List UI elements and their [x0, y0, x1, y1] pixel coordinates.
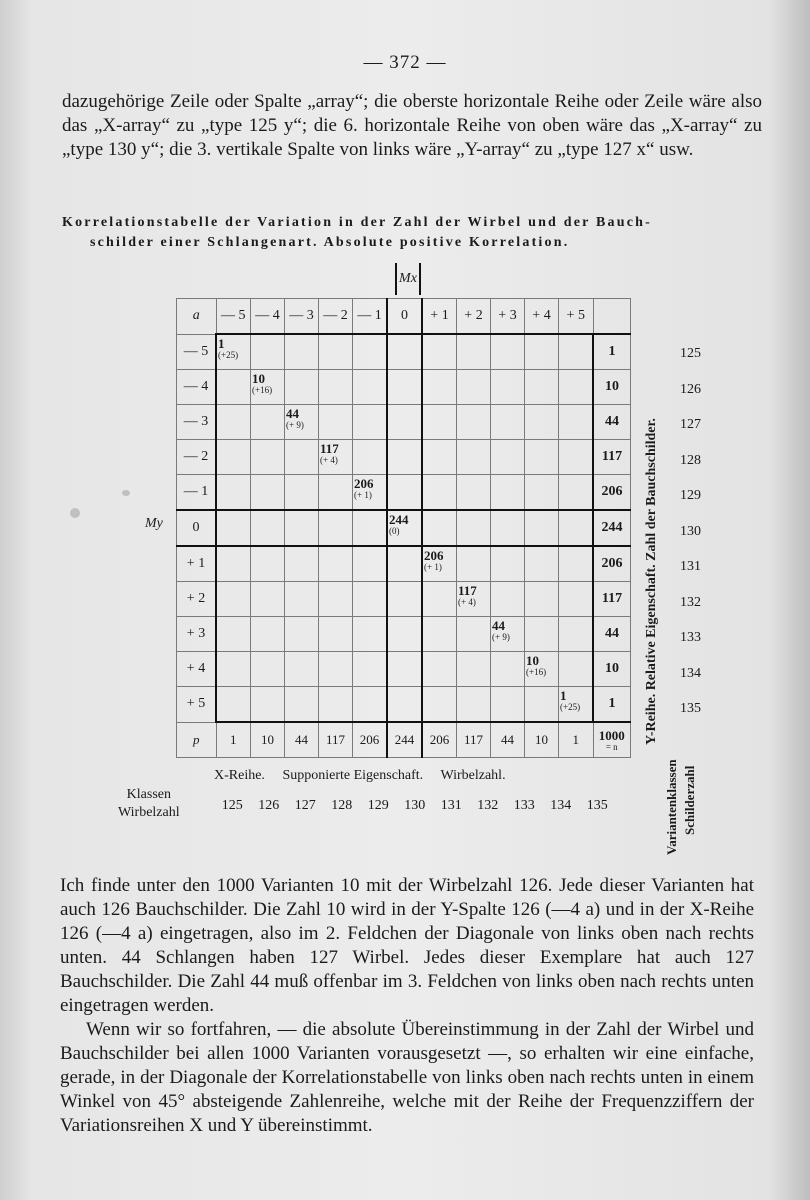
intro-paragraph	[62, 90, 762, 162]
diagonal-product: (+ 1)	[424, 562, 442, 572]
table-cell	[491, 582, 525, 617]
diagonal-frequency: 117	[458, 583, 477, 598]
diagonal-frequency: 244	[389, 512, 409, 527]
body-text-1: Ich finde unter den 1000 Varianten 10 mit der Wirbelzahl 126. Jede dieser Varianten hat auch 126 Bauchschilder. Die Zahl 10 wird in der Y-Spalte 126 (—4 a) und in der X-Reihe 126 (—4 a) eingetragen, also im 2. Feldchen der Diagonale von links oben nach rechts unten. 44 Schlangen haben 127 Wirbel. Jedes dieser Exemplare hat auch 127 Bauchschilder. Die Zahl 44 muß offenbar im 3. Feldchen von links oben nach rechts unten eingetragen werden.	[60, 875, 754, 1016]
row-header: — 5	[177, 334, 217, 370]
table-cell	[285, 440, 319, 475]
table-cell	[319, 475, 353, 511]
table-row	[177, 370, 631, 405]
column-total: 10	[525, 722, 559, 758]
klassen-label	[118, 786, 180, 822]
table-cell	[491, 510, 525, 546]
table-row	[177, 652, 631, 687]
right-class-number: 127	[680, 417, 701, 432]
diagonal-frequency: 117	[320, 441, 339, 456]
table-cell	[387, 334, 422, 370]
grand-total-note: = n	[605, 741, 618, 752]
table-cell	[353, 405, 388, 440]
row-header: + 5	[177, 687, 217, 723]
row-header: 0	[177, 510, 217, 546]
y-reihe-label: Y-Reihe. Relative Eigenschaft. Zahl der Bauchschilder.	[644, 418, 659, 745]
diagonal-cell-content	[252, 372, 272, 395]
varianten-klassen-label: Variantenklassen	[664, 759, 679, 855]
table-row	[177, 475, 631, 511]
table-cell	[457, 370, 491, 405]
column-total: 44	[285, 722, 319, 758]
table-cell	[457, 475, 491, 511]
table-cell	[457, 582, 491, 617]
column-total: 117	[457, 722, 491, 758]
table-row	[177, 617, 631, 652]
diagonal-frequency: 10	[252, 371, 265, 386]
table-cell	[319, 440, 353, 475]
table-cell	[387, 652, 422, 687]
body-paragraph-2	[60, 1018, 754, 1138]
table-cell	[387, 405, 422, 440]
row-total: 10	[593, 652, 631, 687]
diagonal-product: (+16)	[526, 667, 547, 677]
row-header: — 3	[177, 405, 217, 440]
row-header: + 1	[177, 546, 217, 582]
table-cell	[387, 546, 422, 582]
table-cell	[457, 510, 491, 546]
table-cell	[285, 510, 319, 546]
diagonal-cell-content	[560, 689, 580, 712]
table-cell	[387, 475, 422, 511]
table-cell	[285, 405, 319, 440]
table-cell	[251, 687, 285, 723]
column-header: — 5	[216, 299, 251, 335]
table-cell	[525, 546, 559, 582]
diagonal-cell-content	[389, 513, 409, 536]
table-cell	[251, 440, 285, 475]
my-label: My	[145, 516, 163, 531]
table-cell	[491, 370, 525, 405]
right-class-number: 135	[680, 701, 701, 716]
supponierte-label: Supponierte Eigenschaft.	[282, 768, 424, 783]
column-header: + 3	[491, 299, 525, 335]
table-cell	[559, 546, 594, 582]
grand-total-value: 1000	[598, 727, 625, 743]
diagonal-product: (+ 4)	[458, 597, 476, 607]
table-cell	[251, 617, 285, 652]
table-cell	[559, 617, 594, 652]
table-cell	[319, 582, 353, 617]
table-cell	[285, 617, 319, 652]
grand-total	[593, 722, 631, 758]
table-cell	[457, 440, 491, 475]
x-reihe-label: X-Reihe.	[214, 768, 265, 783]
print-smudge	[122, 490, 130, 496]
caption-line-2: schilder einer Schlangenart. Absolute positive Korrelation.	[90, 235, 570, 250]
diagonal-product: (+25)	[218, 350, 239, 360]
table-cell	[251, 546, 285, 582]
row-total: 44	[593, 405, 631, 440]
table-row	[177, 546, 631, 582]
table-cell	[491, 405, 525, 440]
bottom-class-numbers	[214, 798, 616, 814]
table-cell	[251, 475, 285, 511]
diagonal-product: (+ 9)	[492, 632, 510, 642]
table-cell	[387, 510, 422, 546]
column-total: 206	[353, 722, 388, 758]
column-total: 44	[491, 722, 525, 758]
table-cell	[491, 334, 525, 370]
table-cell	[457, 546, 491, 582]
table-cell	[216, 370, 251, 405]
intro-text: dazugehörige Zeile oder Spalte „array“; die oberste horizontale Reihe oder Zeile wäre also das „X-array“ zu „type 125 y“; die 6. horizontale Reihe von oben wäre das „X-array“ zu „type 130 y“; die 3. vertikale Spalte von links wäre „Y-array“ zu „type 127 x“ usw.	[62, 91, 762, 160]
table-cell	[387, 582, 422, 617]
row-header: — 4	[177, 370, 217, 405]
wirbelzahl-word: Wirbelzahl	[118, 805, 180, 820]
right-class-numbers	[680, 344, 701, 735]
print-smudge	[70, 508, 80, 518]
bottom-class-number: 134	[550, 798, 572, 813]
column-header: 0	[387, 299, 422, 335]
table-cell	[353, 440, 388, 475]
table-cell	[319, 370, 353, 405]
table-cell	[525, 652, 559, 687]
right-class-number: 134	[680, 665, 701, 681]
table-cell	[353, 652, 388, 687]
table-cell	[216, 687, 251, 723]
column-header: — 4	[251, 299, 285, 335]
table-cell	[216, 582, 251, 617]
diagonal-product: (+ 1)	[354, 490, 372, 500]
table-cell	[319, 546, 353, 582]
table-cell	[319, 405, 353, 440]
table-cell	[422, 440, 457, 475]
row-header: + 4	[177, 652, 217, 687]
table-cell	[457, 617, 491, 652]
diagonal-product: (+16)	[252, 385, 273, 395]
row-total: 244	[593, 510, 631, 546]
table-cell	[251, 510, 285, 546]
table-row	[177, 510, 631, 546]
row-total: 117	[593, 440, 631, 475]
table-cell	[251, 582, 285, 617]
table-cell	[525, 440, 559, 475]
table-cell	[285, 652, 319, 687]
table-cell	[422, 652, 457, 687]
table-cell	[525, 475, 559, 511]
diagonal-frequency: 206	[354, 476, 374, 491]
diagonal-cell-content	[218, 337, 238, 360]
table-cell	[285, 334, 319, 370]
right-class-number: 126	[680, 381, 701, 397]
table-cell	[525, 510, 559, 546]
bottom-class-number: 131	[440, 798, 462, 813]
table-cell	[353, 370, 388, 405]
row-total: 10	[593, 370, 631, 405]
x-axis-label	[214, 768, 520, 784]
diagonal-frequency: 206	[424, 548, 444, 563]
table-cell	[353, 546, 388, 582]
column-total: 10	[251, 722, 285, 758]
table-row	[177, 582, 631, 617]
right-class-number: 125	[680, 346, 701, 361]
table-cell	[353, 687, 388, 723]
table-cell	[387, 370, 422, 405]
table-cell	[251, 405, 285, 440]
row-total: 206	[593, 546, 631, 582]
table-cell	[525, 334, 559, 370]
table-row	[177, 687, 631, 723]
bottom-class-number: 127	[294, 798, 316, 813]
correlation-table	[176, 298, 631, 758]
bottom-class-number: 126	[258, 798, 280, 813]
table-cell	[491, 546, 525, 582]
table-cell	[491, 475, 525, 511]
table-cell	[353, 510, 388, 546]
column-total: 206	[422, 722, 457, 758]
table-row	[177, 405, 631, 440]
column-header: — 2	[319, 299, 353, 335]
table-cell	[457, 405, 491, 440]
table-cell	[559, 652, 594, 687]
schilderzahl-label: Schilderzahl	[682, 765, 697, 835]
table-cell	[285, 546, 319, 582]
table-cell	[387, 617, 422, 652]
table-cell	[319, 652, 353, 687]
diagonal-product: (+25)	[560, 702, 581, 712]
table-cell	[457, 334, 491, 370]
table-cell	[491, 440, 525, 475]
column-header: + 2	[457, 299, 491, 335]
right-class-number: 133	[680, 630, 701, 645]
diagonal-frequency: 1	[218, 336, 225, 351]
table-cell	[422, 687, 457, 723]
table-row	[177, 440, 631, 475]
diagonal-cell-content	[286, 407, 304, 430]
row-header: + 3	[177, 617, 217, 652]
table-cell	[216, 475, 251, 511]
table-cell	[285, 475, 319, 511]
table-cell	[422, 546, 457, 582]
right-class-number: 130	[680, 523, 701, 539]
table-cell	[525, 582, 559, 617]
table-cell	[216, 546, 251, 582]
column-total: 1	[216, 722, 251, 758]
table-cell	[353, 475, 388, 511]
table-cell	[251, 370, 285, 405]
bottom-class-number: 129	[367, 798, 389, 813]
mx-label: Mx	[395, 263, 421, 295]
column-total: 1	[559, 722, 594, 758]
header-blank	[593, 299, 631, 335]
table-cell	[251, 652, 285, 687]
table-cell	[422, 582, 457, 617]
diagonal-cell-content	[424, 549, 444, 572]
table-cell	[559, 475, 594, 511]
table-cell	[422, 617, 457, 652]
table-cell	[457, 687, 491, 723]
table-cell	[285, 687, 319, 723]
table-cell	[525, 370, 559, 405]
table-cell	[353, 582, 388, 617]
row-header: — 1	[177, 475, 217, 511]
diagonal-frequency: 44	[492, 618, 505, 633]
table-cell	[491, 687, 525, 723]
column-total: 117	[319, 722, 353, 758]
header-row	[177, 299, 631, 335]
column-total-row	[177, 722, 631, 758]
column-header: — 1	[353, 299, 388, 335]
table-cell	[559, 334, 594, 370]
table-cell	[353, 617, 388, 652]
diagonal-frequency: 10	[526, 653, 539, 668]
caption-line-1: Korrelationstabelle der Variation in der Zahl der Wirbel und der Bauch-	[62, 215, 652, 230]
column-header: — 3	[285, 299, 319, 335]
table-cell	[319, 510, 353, 546]
table-cell	[251, 334, 285, 370]
body-paragraph-1	[60, 874, 754, 1018]
column-header: + 4	[525, 299, 559, 335]
table-cell	[353, 334, 388, 370]
table-cell	[319, 617, 353, 652]
klassen-word: Klassen	[126, 787, 171, 802]
body-text-2: Wenn wir so fortfahren, — die absolute Übereinstimmung in der Zahl der Wirbel und Bauchschilder bei allen 1000 Varianten vorausgesetzt —, so erhalten wir eine einfache, gerade, in der Diagonale der Korrelationstabelle von links oben nach rechts unten in einem Winkel von 45° absteigende Zahlenreihe, welche mit der Reihe der Frequenzziffern der Variationsreihen X und Y übereinstimmt.	[60, 1019, 754, 1136]
table-cell	[285, 370, 319, 405]
table-cell	[559, 687, 594, 723]
table-cell	[525, 617, 559, 652]
table-cell	[525, 405, 559, 440]
bottom-class-number: 130	[404, 798, 426, 813]
table-cell	[422, 475, 457, 511]
table-cell	[422, 510, 457, 546]
table-cell	[387, 687, 422, 723]
table-cell	[216, 405, 251, 440]
diagonal-cell-content	[354, 477, 374, 500]
table-cell	[491, 617, 525, 652]
table-cell	[387, 440, 422, 475]
diagonal-product: (0)	[389, 526, 400, 536]
diagonal-frequency: 44	[286, 406, 299, 421]
table-cell	[216, 652, 251, 687]
table-cell	[559, 510, 594, 546]
diagonal-cell-content	[320, 442, 339, 465]
table-cell	[559, 440, 594, 475]
table-cell	[559, 405, 594, 440]
table-cell	[422, 405, 457, 440]
table-cell	[216, 617, 251, 652]
bottom-class-number: 125	[221, 798, 243, 813]
bottom-class-number: 128	[331, 798, 353, 813]
table-cell	[216, 510, 251, 546]
row-total: 1	[593, 687, 631, 723]
table-cell	[457, 652, 491, 687]
table-cell	[559, 582, 594, 617]
bottom-class-number: 135	[586, 798, 608, 813]
table-cell	[285, 582, 319, 617]
row-total: 1	[593, 334, 631, 370]
column-total: 244	[387, 722, 422, 758]
diagonal-cell-content	[492, 619, 510, 642]
column-header: + 1	[422, 299, 457, 335]
wirbelzahl-axis-label: Wirbelzahl.	[440, 768, 506, 783]
row-total: 44	[593, 617, 631, 652]
table-cell	[559, 370, 594, 405]
page-number: — 372 —	[363, 52, 447, 73]
right-class-number: 132	[680, 594, 701, 610]
diagonal-frequency: 1	[560, 688, 567, 703]
diagonal-cell-content	[458, 584, 477, 607]
row-total: 206	[593, 475, 631, 511]
right-class-number: 129	[680, 488, 701, 503]
table-cell	[216, 334, 251, 370]
table-cell	[422, 334, 457, 370]
row-header: — 2	[177, 440, 217, 475]
right-class-number: 128	[680, 452, 701, 468]
right-class-number: 131	[680, 559, 701, 574]
table-cell	[422, 370, 457, 405]
bottom-class-number: 133	[513, 798, 535, 813]
bottom-class-number: 132	[477, 798, 499, 813]
table-cell	[216, 440, 251, 475]
table-caption	[62, 213, 762, 253]
row-header: + 2	[177, 582, 217, 617]
p-label: p	[177, 722, 217, 758]
diagonal-product: (+ 9)	[286, 420, 304, 430]
corner-label: a	[177, 299, 217, 335]
table-cell	[319, 334, 353, 370]
table-row	[177, 334, 631, 370]
diagonal-product: (+ 4)	[320, 455, 338, 465]
table-cell	[525, 687, 559, 723]
row-total: 117	[593, 582, 631, 617]
column-header: + 5	[559, 299, 594, 335]
table-cell	[319, 687, 353, 723]
diagonal-cell-content	[526, 654, 546, 677]
table-cell	[491, 652, 525, 687]
